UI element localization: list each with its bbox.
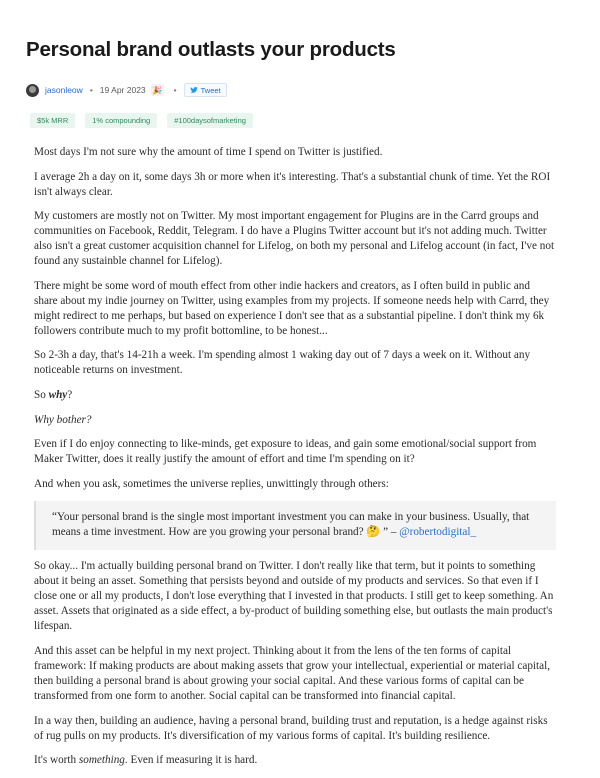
text: ?	[67, 388, 73, 401]
author-link[interactable]: jasonleow	[45, 85, 83, 95]
tag-100daysofmarketing[interactable]: #100daysofmarketing	[167, 113, 253, 128]
paragraph: In a way then, building an audience, having a personal brand, building trust and reputation, is a hedge against risks of rug pulls on my products. It's diversification of my various forms of capital. It's building resilience.	[34, 714, 548, 742]
text: So	[34, 388, 49, 401]
meta-separator-2: •	[173, 85, 177, 95]
avatar[interactable]	[26, 84, 39, 97]
paragraph-final	[34, 753, 556, 768]
emphasis: something	[78, 754, 125, 767]
paragraph: Most days I'm not sure why the amount of time I spend on Twitter is justified.	[34, 146, 383, 158]
post-date: 19 Apr 2023	[99, 85, 146, 95]
text: It's worth	[34, 754, 79, 767]
paragraph: Even if I do enjoy connecting to like-minds, get exposure to ideas, and gain some emotional/social support from Maker Twitter, does it really justify the amount of effort and time I'm spending on it?	[34, 438, 537, 466]
tag-list	[30, 113, 253, 128]
blockquote	[34, 501, 556, 550]
paragraph-so-why	[34, 388, 556, 403]
paragraph: There might be some word of mouth effect from other indie hackers and creators, as I often build in public and share about my indie journey on Twitter, using examples from my projects. If someone needs help with Carrd, they might redirect to me perhaps, but based on experience I don't see that as a substantial pipeline. I don't think my 6k followers contribute much to my profit bottomline, to be honest...	[34, 279, 550, 337]
paragraph: And this asset can be helpful in my next project. Thinking about it from the lens of the ten forms of capital framework: If making products are about making assets that grow your intellectual, experiential or material capital, then building a personal brand is about growing your social capital. And these various forms of capital can be transformed from one form to another. Social capital can be transformed into financial capital.	[34, 644, 550, 702]
page-title: Personal brand outlasts your products	[26, 38, 396, 61]
tweet-label: Tweet	[200, 85, 221, 95]
paragraph: So okay... I'm actually building personal brand on Twitter. I don't really like that term, but it points to something about it being an asset. Something that persists beyond and outside of my products and services. So that even if I close one or all my products, I don't lose everything that I invested in that products. I still get to keep something. An asset. Assets that originated as a side effect, a by-product of building something else, but outlasts the main product's lifespan.	[34, 560, 554, 633]
emphasis: why	[48, 388, 68, 401]
paragraph: My customers are mostly not on Twitter. My most important engagement for Plugins are in the Carrd groups and communities on Facebook, Reddit, Telegram. I do have a Plugins Twitter account but it's not adding much. Twitter also isn't a great customer acquisition channel for Lifelog, on both my personal and Lifelog account (in fact, I've not found any sustainble channel for Lifelog).	[34, 210, 555, 268]
post-meta	[26, 81, 227, 99]
meta-separator: •	[89, 85, 93, 95]
paragraph: And when you ask, sometimes the universe replies, unwittingly through others:	[34, 477, 389, 490]
paragraph-why-bother: Why bother?	[34, 413, 92, 426]
paragraph: I average 2h a day on it, some days 3h or more when it's interesting. That's a substantial chunk of time. Yet the ROI isn't always clear.	[34, 170, 551, 198]
quote-author-link[interactable]: @robertodigital_	[399, 526, 477, 539]
text: . Even if measuring it is hard.	[124, 754, 258, 767]
paragraph: So 2-3h a day, that's 14-21h a week. I'm spending almost 1 waking day out of 7 days a week on it. Without any noticeable returns on investment.	[34, 349, 531, 377]
emoji-reaction[interactable]: 🎉	[152, 85, 163, 95]
tweet-button[interactable]	[184, 83, 227, 97]
tag-mrr[interactable]: $5k MRR	[30, 113, 75, 128]
article-body	[34, 145, 556, 778]
quote-text: “Your personal brand is the single most important investment you can make in your business. Usually, that means a time investment. How are you growing your personal brand? 🤔 ” –	[52, 511, 530, 539]
twitter-bird-icon	[190, 86, 198, 94]
tag-compounding[interactable]: 1% compounding	[85, 113, 157, 128]
